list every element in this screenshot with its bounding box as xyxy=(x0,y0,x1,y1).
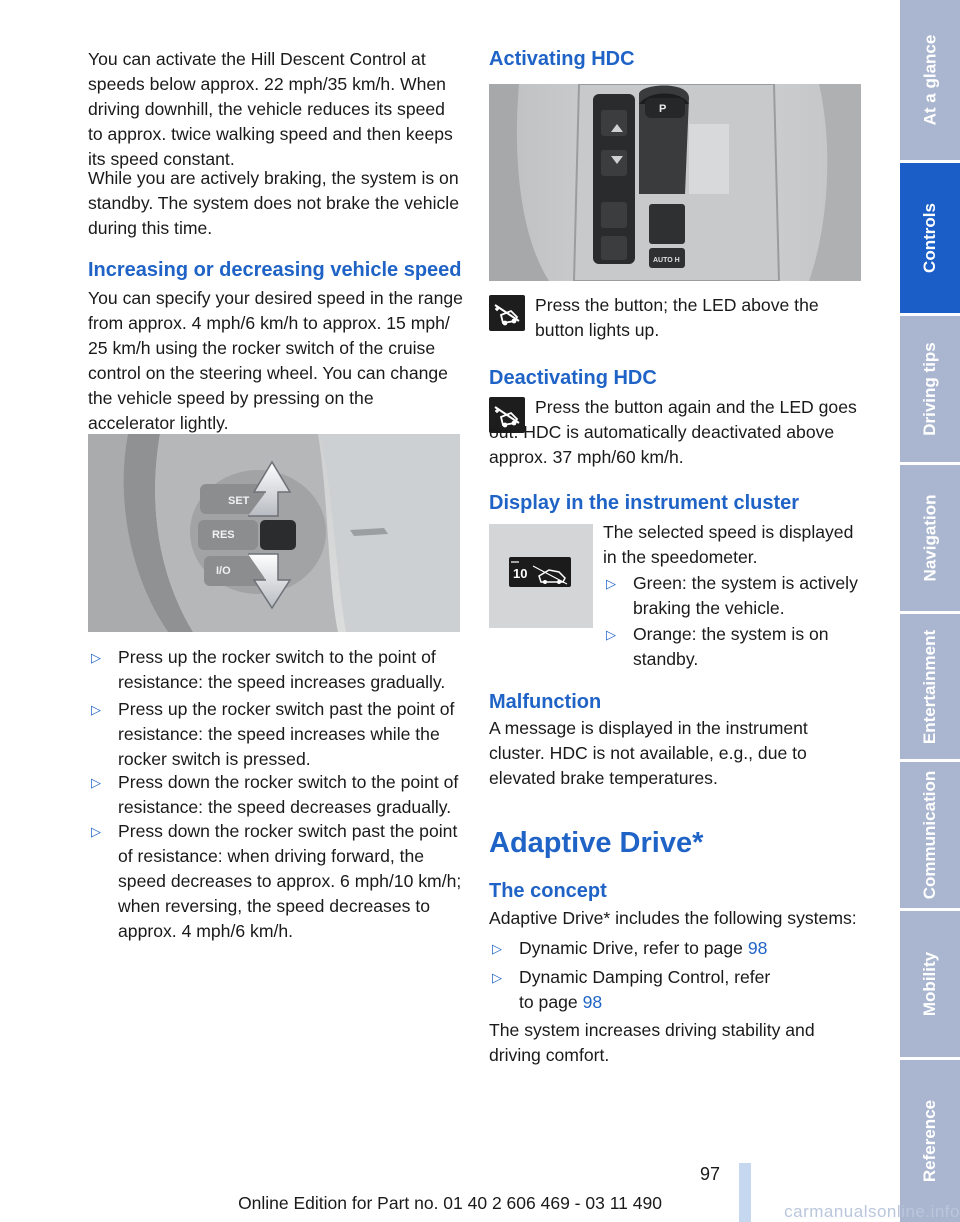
bullet-triangle-icon: ▷ xyxy=(91,824,101,839)
footer-edition-note: Online Edition for Part no. 01 40 2 606 469 - 03 11 490 xyxy=(238,1193,662,1213)
concept-heading: The concept xyxy=(489,880,607,902)
center-console-image xyxy=(489,84,861,281)
tab-mobility[interactable]: Mobility xyxy=(900,911,960,1057)
hdc-button-icon xyxy=(489,295,525,331)
intro-paragraph-2: While you are actively braking, the system is on standby. The system does not brake the vehicle during this time. xyxy=(88,168,459,238)
adaptive-drive-heading: Adaptive Drive* xyxy=(489,827,704,859)
page-link-98[interactable]: 98 xyxy=(747,938,768,958)
bullet-triangle-icon: ▷ xyxy=(91,650,101,665)
tab-entertainment[interactable]: Entertainment xyxy=(900,614,960,759)
wheel-set-label: SET xyxy=(228,495,250,507)
concept-bullet-dynamic-drive: ▷ Dynamic Drive, refer to page 98 xyxy=(489,936,861,961)
wheel-io-label: I/O xyxy=(216,565,231,577)
bullet-triangle-icon: ▷ xyxy=(492,941,502,956)
wheel-res-label: RES xyxy=(212,529,235,541)
malfunction-paragraph: A message is displayed in the instrument cluster. HDC is not available, e.g., due to elevated brake temperatures. xyxy=(489,718,808,788)
display-paragraph: The selected speed is displayed in the speedometer. xyxy=(603,522,854,567)
page-number: 97 xyxy=(700,1164,721,1184)
tab-driving-tips[interactable]: Driving tips xyxy=(900,316,960,462)
bullet-triangle-icon: ▷ xyxy=(606,576,616,591)
activating-paragraph: Press the button; the LED above the button lights up. xyxy=(535,295,819,340)
tab-navigation[interactable]: Navigation xyxy=(900,465,960,611)
speed-paragraph: You can specify your desired speed in the range from approx. 4 mph/6 km/h to approx. 15 mph/ 25 km/h using the rocker switch of the cruise control on the steering wheel. You can change the vehicle speed by pressing on the accelerator lightly. xyxy=(88,288,463,433)
display-heading: Display in the instrument cluster xyxy=(489,492,800,514)
tab-controls[interactable]: Controls xyxy=(900,163,960,313)
console-autoh-label: AUTO H xyxy=(653,257,680,264)
deactivating-heading: Deactivating HDC xyxy=(489,367,657,389)
bullet-triangle-icon: ▷ xyxy=(606,627,616,642)
display-bullet-green: ▷ Green: the system is actively braking the vehicle. xyxy=(603,571,861,621)
deactivating-paragraph: Press the button again and the LED goes out. HDC is automatically deactivated above approx. 37 mph/60 km/h. xyxy=(489,397,857,467)
concept-paragraph-2: The system increases driving stability and driving comfort. xyxy=(489,1020,815,1065)
concept-paragraph: Adaptive Drive* includes the following systems: xyxy=(489,908,857,928)
speed-bullet-3: ▷ Press down the rocker switch to the point of resistance: the speed decreases gradually. xyxy=(88,770,464,820)
activating-heading: Activating HDC xyxy=(489,48,635,70)
concept-bullet-damping-control: ▷ Dynamic Damping Control, refer to page 98 xyxy=(489,965,789,1015)
tab-communication[interactable]: Communication xyxy=(900,762,960,908)
tab-reference[interactable]: Reference xyxy=(900,1060,960,1222)
cluster-display-image xyxy=(489,524,593,628)
malfunction-heading: Malfunction xyxy=(489,691,602,713)
steering-wheel-image xyxy=(88,434,460,632)
display-bullet-orange: ▷ Orange: the system is on standby. xyxy=(603,622,861,672)
page-link-98[interactable]: 98 xyxy=(582,992,603,1012)
console-p-label: P xyxy=(659,103,667,115)
chapter-tabs xyxy=(900,0,960,1222)
speed-bullet-2: ▷ Press up the rocker switch past the point of resistance: the speed increases while the rocker switch is pressed. xyxy=(88,697,464,772)
speed-heading: Increasing or decreasing vehicle speed xyxy=(88,259,462,281)
speed-bullet-1: ▷ Press up the rocker switch to the point of resistance: the speed increases gradually. xyxy=(88,645,464,695)
bullet-triangle-icon: ▷ xyxy=(91,775,101,790)
speed-bullet-4: ▷ Press down the rocker switch past the point of resistance: when driving forward, the speed decreases to approx. 6 mph/10 km/h; when reversing, the speed decreases to approx. 4 mph/6 km/h. xyxy=(88,819,464,944)
bullet-triangle-icon: ▷ xyxy=(492,970,502,985)
watermark: carmanualsonline.info xyxy=(784,1202,960,1221)
cluster-speed-value: 10 xyxy=(513,566,528,581)
intro-paragraph-1: You can activate the Hill Descent Control at speeds below approx. 22 mph/35 km/h. When driving downhill, the vehicle reduces its speed to approx. twice walking speed and then keeps its speed constant. xyxy=(88,49,453,169)
bullet-triangle-icon: ▷ xyxy=(91,702,101,717)
tab-at-a-glance[interactable]: At a glance xyxy=(900,0,960,160)
